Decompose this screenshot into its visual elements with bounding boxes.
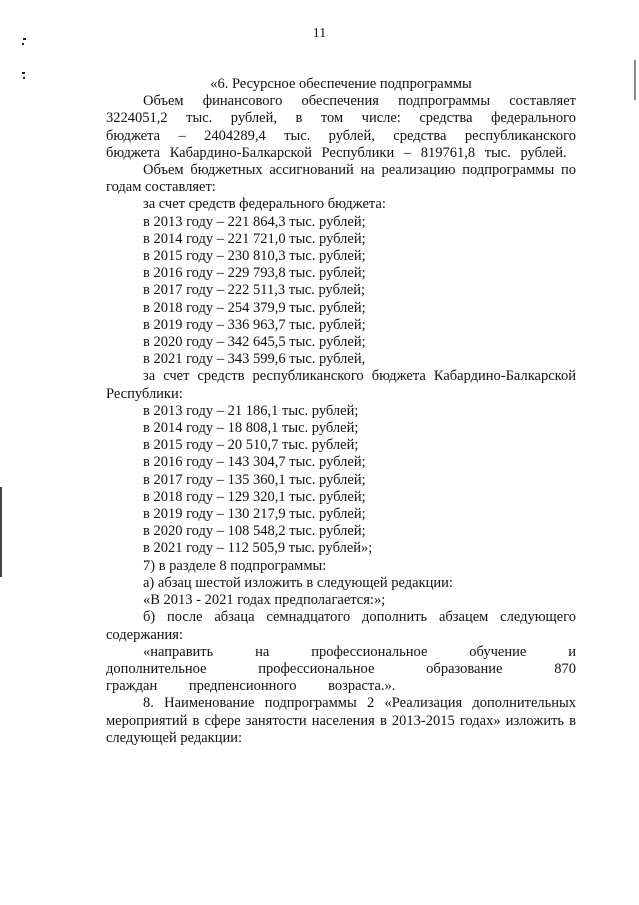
- republic-budget-line: в 2017 году – 135 360,1 тыс. рублей;: [143, 471, 366, 488]
- scan-edge-right: [634, 60, 636, 100]
- item7-subitem-b: б) после абзаца семнадцатого дополнить абзацем следующего содержания:: [106, 609, 576, 643]
- republic-budget-line: в 2013 году – 21 186,1 тыс. рублей;: [143, 402, 359, 419]
- federal-budget-line: в 2018 году – 254 379,9 тыс. рублей;: [143, 299, 366, 316]
- federal-budget-line: в 2016 году – 229 793,8 тыс. рублей;: [143, 265, 366, 282]
- scan-mark-3: [22, 72, 25, 74]
- item7-subitem-a-quote: «В 2013 - 2021 годах предполагается:»;: [143, 592, 386, 609]
- republic-budget-intro: за счет средств республиканского бюджета Кабардино-Балкарской Республики:: [106, 368, 576, 402]
- federal-budget-intro: за счет средств федерального бюджета:: [143, 196, 386, 213]
- republic-budget-block: [106, 403, 576, 609]
- federal-budget-line: в 2015 году – 230 810,3 тыс. рублей;: [143, 248, 366, 265]
- scan-mark-2: [22, 43, 24, 45]
- federal-budget-line: в 2014 году – 221 721,0 тыс. рублей;: [143, 230, 366, 247]
- scan-edge-left: [0, 487, 2, 577]
- republic-budget-line: в 2014 году – 18 808,1 тыс. рублей;: [143, 420, 359, 437]
- federal-budget-line: в 2019 году – 336 963,7 тыс. рублей;: [143, 316, 366, 333]
- paragraph-funding-by-year: Объем бюджетных ассигнований на реализацию подпрограммы по годам составляет:: [106, 162, 576, 196]
- page-number: 11: [312, 26, 327, 41]
- item7-title: 7) в разделе 8 подпрограммы:: [143, 557, 327, 574]
- scan-mark-4: [23, 77, 25, 79]
- item7-subitem-b-quote: «направить на профессиональное обучение и дополнительное профессиональное образование 870 граждан предпенсионного возраста.».: [106, 643, 576, 695]
- republic-budget-line: в 2020 году – 108 548,2 тыс. рублей;: [143, 523, 366, 540]
- republic-budget-line: в 2016 году – 143 304,7 тыс. рублей;: [143, 454, 366, 471]
- federal-budget-line: в 2013 году – 221 864,3 тыс. рублей;: [143, 213, 366, 230]
- federal-budget-line: в 2020 году – 342 645,5 тыс. рублей;: [143, 334, 366, 351]
- republic-budget-line: в 2021 году – 112 505,9 тыс. рублей»;: [143, 540, 373, 557]
- republic-budget-line: в 2019 году – 130 217,9 тыс. рублей;: [143, 506, 366, 523]
- item7-subitem-a: а) абзац шестой изложить в следующей редакции:: [143, 574, 453, 591]
- federal-budget-block: [106, 196, 576, 368]
- republic-budget-line: в 2015 году – 20 510,7 тыс. рублей;: [143, 437, 359, 454]
- paragraph-total-funding: Объем финансового обеспечения подпрограммы составляет 3224051,2 тыс. рублей, в том числе: средства федерального бюджета – 2404289,4 тыс. рублей, средства республиканского бюджета Кабардино-Балкарской Республики – 819761,8 тыс. рублей.: [106, 93, 576, 161]
- document-body: [106, 76, 576, 747]
- section-heading: «6. Ресурсное обеспечение подпрограммы: [210, 76, 472, 92]
- item8-paragraph: 8. Наименование подпрограммы 2 «Реализация дополнительных мероприятий в сфере занятости населения в 2013-2015 годах» изложить в следующей редакции:: [106, 695, 576, 746]
- republic-budget-line: в 2018 году – 129 320,1 тыс. рублей;: [143, 488, 366, 505]
- federal-budget-line: в 2021 году – 343 599,6 тыс. рублей,: [143, 351, 366, 368]
- federal-budget-line: в 2017 году – 222 511,3 тыс. рублей;: [143, 282, 366, 299]
